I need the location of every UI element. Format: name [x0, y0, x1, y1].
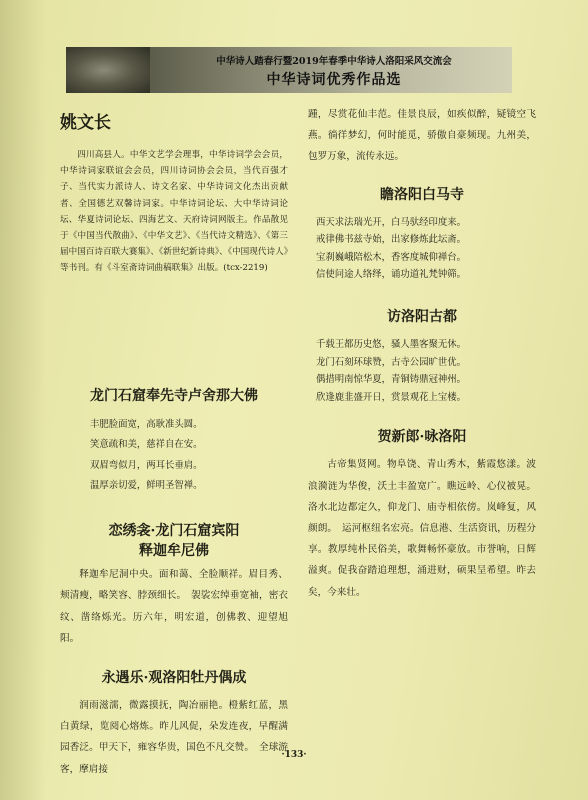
poem-continuation: 踵，尽赏花仙丰范。佳景良辰，如疾似醉，疑镜空飞燕。徜徉梦幻，何时能觅，骄傲自豪频现。九州美，包罗万象，流传永远。	[308, 109, 536, 163]
poem-block	[308, 184, 536, 284]
page-shadow	[0, 0, 46, 800]
right-column	[308, 104, 536, 603]
poem-body: 润雨滋濡，微露摸抚，陶冶丽艳。橙紫红蓝，黑白黄绿，览阅心熔炼。昨儿风促，朵发连夜，早醒满园香泛。甲天下，雍容华贵，国色不凡交赞。 全球游客，摩肩接	[60, 700, 288, 775]
poem-body	[60, 415, 288, 496]
poem-title: 贺新郎·咏洛阳	[377, 429, 467, 446]
poem-line: 戒律佛书兹寺始，出家修炼此坛斋。	[316, 234, 467, 246]
page-number: ·133·	[281, 750, 307, 760]
poem-block	[60, 520, 288, 649]
poem-title: 访洛阳古都	[387, 308, 457, 325]
poem-block	[60, 385, 288, 496]
poem-line: 笑意疏和美，慈祥自在安。	[90, 439, 203, 451]
poem-title: 龙门石窟奉先寺卢舍那大佛	[90, 388, 258, 404]
poem-block	[60, 667, 288, 780]
header-event-title: 中华诗人踏春行暨2019年春季中华诗人洛阳采风交流会	[216, 56, 452, 67]
poem-body: 古帝集贤网。物阜饶、青山秀木，紫霞悠漾。波浪漪涟为华俊，沃土丰盈宽广。瞧远岭、心仪被晃。洛水北边都定久，仰龙门、庙寺相依傍。岚峰复，风颜朗。 运河枢纽名宏亮。信息港、生活资讯，历程分享。教厚纯朴民俗美，歌舞畅怀豪放。市誉响，日辉溢爽。促我奋踏追理想，涌进财，硕果呈希望。昨去矣，今来壮。	[308, 459, 536, 598]
poem-line: 西天求法瑞光开，白马驮经印度来。	[316, 216, 467, 228]
poem-title: 永遇乐·观洛阳牡丹偶成	[101, 670, 247, 686]
poem-line: 偶措明南惊华夏，青铜铸鼎冠神州。	[316, 374, 467, 386]
poem-block	[308, 426, 536, 602]
poem-subtitle: 释迦牟尼佛	[139, 543, 209, 560]
poem-title: 恋绣衾·龙门石窟宾阳	[108, 523, 240, 540]
poem-body	[308, 214, 536, 284]
author-bio: 四川高县人。中华文艺学会理事，中华诗词学会会员，中华诗词家联谊会会员，四川诗词协会会员，当代百强才子、当代实力派诗人、诗文名家、中华诗词文化杰出贡献者、全国德艺双馨诗词家。中华诗词论坛、大中华诗词论坛、华夏诗词论坛、四海艺文、天府诗词网版主。作品散见于《中国当代散曲》、《中华文艺》、《当代诗文精选》、《第三届中国百诗百联大赛集》、《新世纪新诗典》、《中国现代诗人》等书刊。有《斗室斋诗词曲稿联集》出版。(tcx-2219)	[60, 150, 288, 274]
poem-line: 龙门石刻环球赞，古寺公园旷世优。	[316, 356, 467, 368]
poem-line: 丰肥脸面宽，高耿准头圆。	[90, 419, 203, 430]
poem-block	[308, 306, 536, 406]
left-column	[60, 104, 288, 780]
poem-line: 欣逢鹿韭盛开日，赏景观花上宝楼。	[316, 391, 467, 403]
poem-line: 宝刹巍峨陪松木，香客度城仰禅台。	[316, 251, 467, 263]
poem-title: 瞻洛阳白马寺	[380, 186, 464, 203]
author-name: 姚文长	[60, 113, 111, 133]
header-banner	[66, 47, 512, 93]
poem-body: 释迦牟尼洞中央。面和蔼、全脸顺祥。眉目秀、颊清瘦，略笑容、脖颈细长。 袈裟宏绰垂宽袖，密衣纹、凿络烁光。历六年，明宏道，创佛教、迎望旭阳。	[60, 569, 288, 644]
poem-line: 双眉弯似月，两耳长垂肩。	[90, 459, 203, 471]
poem-body	[308, 336, 536, 406]
poem-line: 信使问途人络绎，诵功道礼梵钟筛。	[316, 269, 467, 281]
poem-line: 温厚亲切爱，鲜明圣智禅。	[90, 479, 203, 491]
poem-line: 千载王都历史悠，骚人墨客聚无休。	[316, 338, 467, 350]
header-section-title: 中华诗词优秀作品选	[266, 72, 402, 88]
